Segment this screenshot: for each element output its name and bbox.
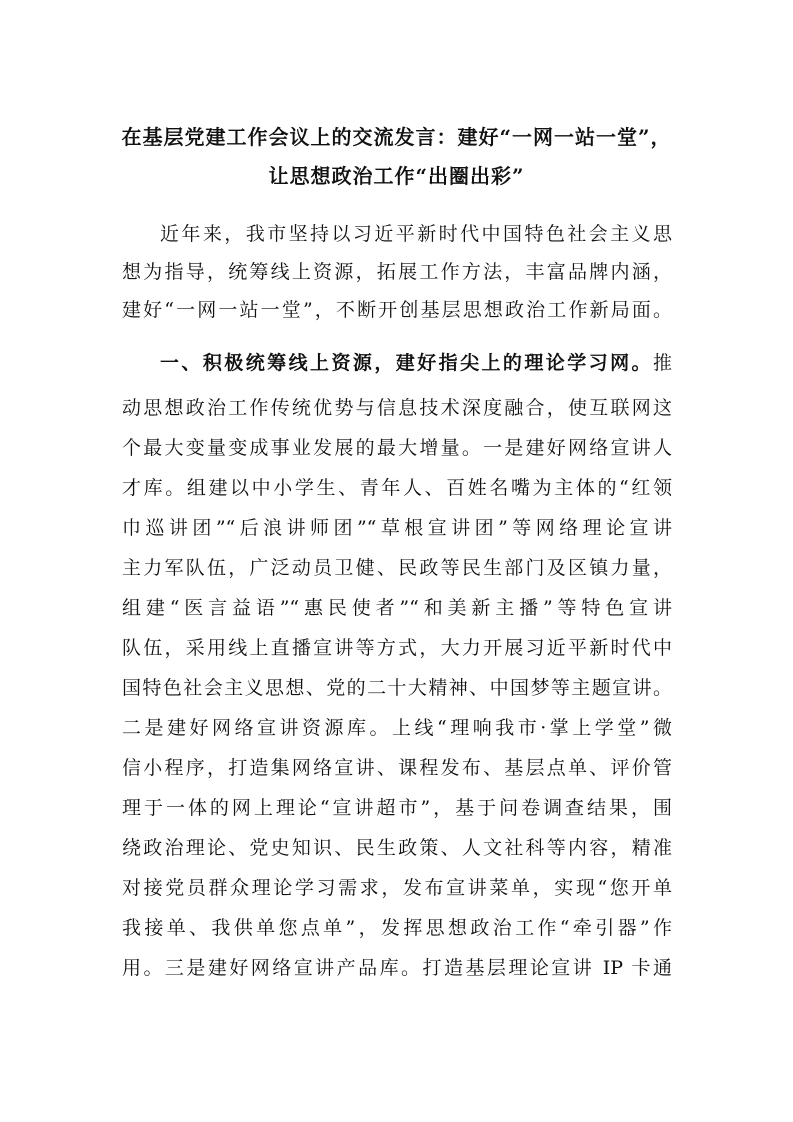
body-line: 我接单、我供单您点单”，发挥思想政治工作“牵引器”作 bbox=[122, 917, 672, 939]
body-line: 国特色社会主义思想、党的二十大精神、中国梦等主题宣讲。 bbox=[122, 677, 672, 699]
body-line: 才库。组建以中小学生、青年人、百姓名嘴为主体的“红领 bbox=[122, 477, 672, 499]
section-1-heading-line bbox=[160, 351, 672, 375]
intro-line-1: 近年来，我市坚持以习近平新时代中国特色社会主义思 bbox=[160, 223, 672, 245]
section-1-heading: 一、积极统筹线上资源，建好指尖上的理论学习网。 bbox=[160, 352, 653, 374]
body-line: 主力军队伍，广泛动员卫健、民政等民生部门及区镇力量， bbox=[122, 557, 672, 579]
intro-line-3: 建好“一网一站一堂”，不断开创基层思想政治工作新局面。 bbox=[122, 299, 672, 321]
body-line: 个最大变量变成事业发展的最大增量。一是建好网络宣讲人 bbox=[122, 437, 672, 459]
body-line: 理于一体的网上理论“宣讲超市”，基于问卷调查结果，围 bbox=[122, 797, 672, 819]
document-title-line-2: 让思想政治工作“出圈出彩” bbox=[268, 164, 525, 188]
body-line: 用。三是建好网络宣讲产品库。打造基层理论宣讲 IP 卡通 bbox=[122, 957, 672, 979]
body-line: 巾巡讲团”“后浪讲师团”“草根宣讲团”等网络理论宣讲 bbox=[122, 517, 672, 539]
document-title-line-1: 在基层党建工作会议上的交流发言：建好“一网一站一堂”， bbox=[121, 125, 672, 149]
body-line: 对接党员群众理论学习需求，发布宣讲菜单，实现“您开单 bbox=[122, 877, 672, 899]
section-1-heading-tail: 推 bbox=[652, 352, 672, 374]
body-line: 绕政治理论、党史知识、民生政策、人文社科等内容，精准 bbox=[122, 837, 672, 859]
body-line: 动思想政治工作传统优势与信息技术深度融合，使互联网这 bbox=[122, 397, 672, 419]
body-line: 组建“医言益语”“惠民使者”“和美新主播”等特色宣讲 bbox=[122, 597, 672, 619]
body-line: 二是建好网络宣讲资源库。上线“理响我市·掌上学堂”微 bbox=[122, 717, 672, 739]
intro-line-2: 想为指导，统筹线上资源，拓展工作方法，丰富品牌内涵， bbox=[122, 261, 672, 283]
body-line: 信小程序，打造集网络宣讲、课程发布、基层点单、评价管 bbox=[122, 757, 672, 779]
body-line: 队伍，采用线上直播宣讲等方式，大力开展习近平新时代中 bbox=[122, 637, 672, 659]
